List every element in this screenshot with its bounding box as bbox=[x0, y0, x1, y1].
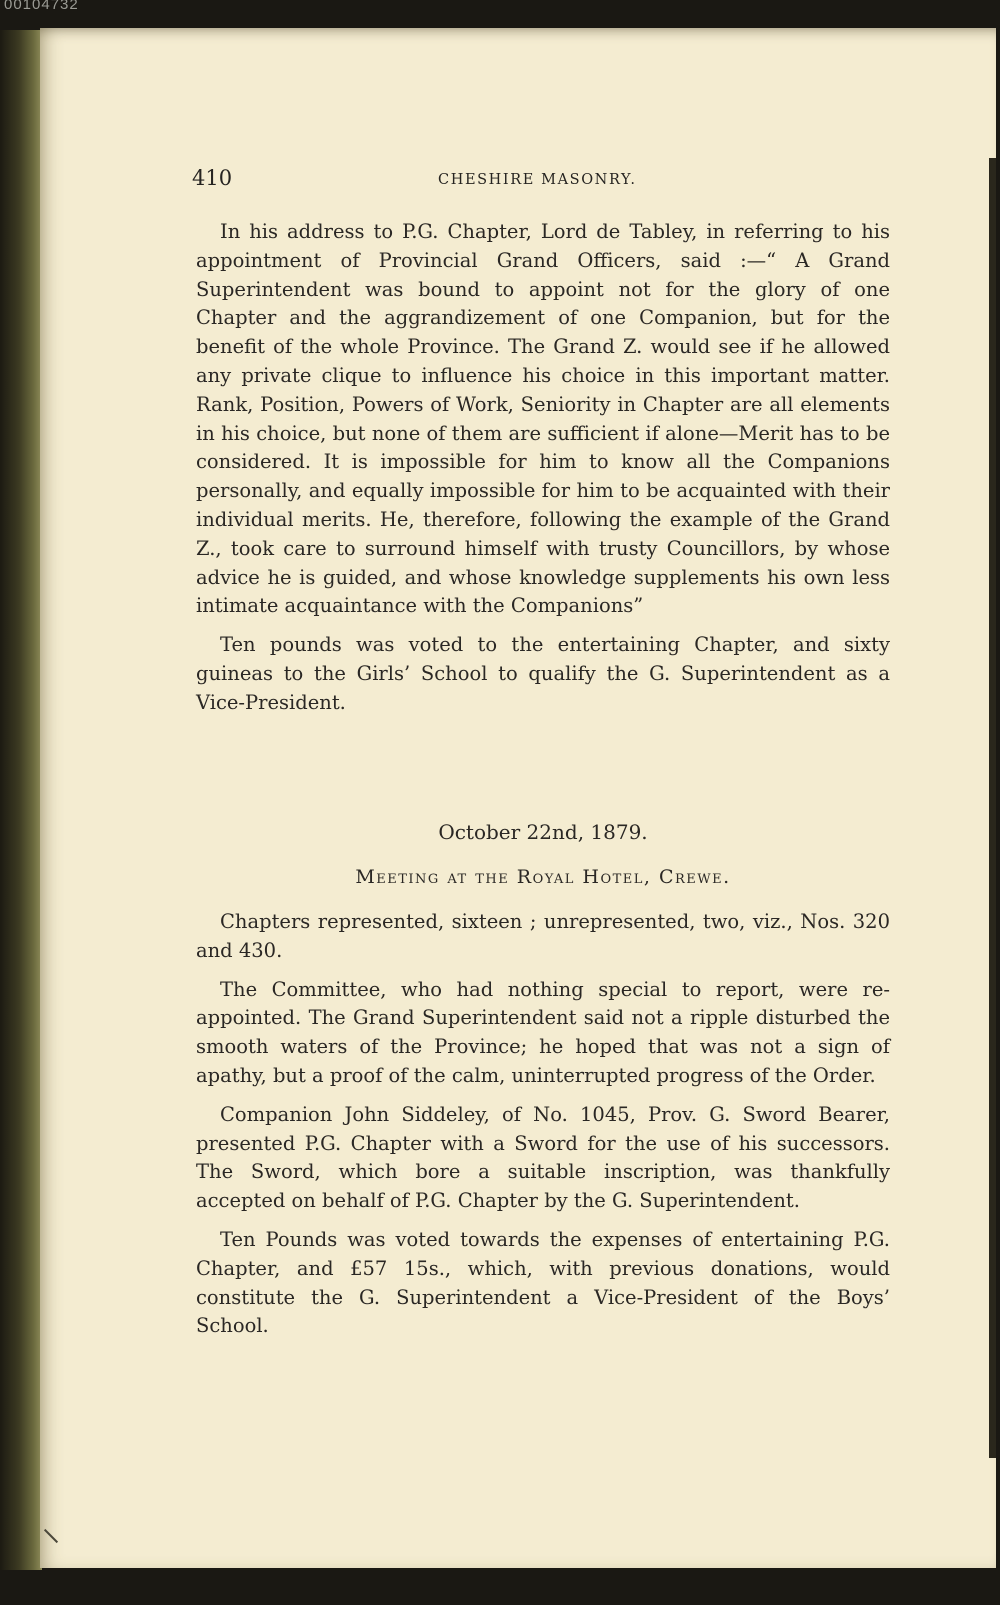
meeting-title-heading: Meeting at the Royal Hotel, Crewe. bbox=[355, 866, 731, 888]
text-block-second bbox=[196, 908, 890, 1341]
text-block-first bbox=[196, 218, 890, 718]
book-spine-edge bbox=[0, 30, 42, 1570]
paragraph: Companion John Siddeley, of No. 1045, Prov. G. Sword Bearer, presented P.G. Chapter with a Sword for the use of his successors. The Sword, which bore a suitable inscription, was thankfully accepted on behalf of P.G. Chapter by the G. Superintendent. bbox=[196, 1102, 890, 1213]
meeting-date-heading: October 22nd, 1879. bbox=[438, 820, 648, 844]
page-right-edge bbox=[989, 158, 996, 1458]
paragraph: Ten pounds was voted to the entertaining Chapter, and sixty guineas to the Girls’ School to qualify the G. Superintendent as a Vice-President. bbox=[196, 633, 890, 714]
paragraph: The Committee, who had nothing special to report, were re-appointed. The Grand Superintendent said not a ripple disturbed the smooth waters of the Province; he hoped that was not a sign of apathy, but a proof of the calm, uninterrupted progress of the Order. bbox=[196, 977, 890, 1087]
page-number: 410 bbox=[192, 166, 233, 190]
paragraph: In his address to P.G. Chapter, Lord de Tabley, in referring to his appointment of Provincial Grand Officers, said :—“ A Grand Superintendent was bound to appoint not for the glory of one Chapter and the aggrandizement of one Companion, but for the benefit of the whole Province. The Grand Z. would see if he allowed any private clique to influence his choice in this important matter. Rank, Position, Powers of Work, Seniority in Chapter are all elements in his choice, but none of them are sufficient if alone—Merit has to be considered. It is impossible for him to know all the Companions personally, and equally impossible for him to be acquainted with their individual merits. He, therefore, following the example of the Grand Z., took care to surround himself with trusty Councillors, by whose advice he is guided, and whose knowledge supplements his own less intimate acquaintance with the Companions” bbox=[196, 220, 890, 618]
scan-label: 00104732 bbox=[4, 0, 79, 13]
paragraph: Ten Pounds was voted towards the expenses of entertaining P.G. Chapter, and £57 15s., which, with previous donations, would constitute the G. Superintendent a Vice-President of the Boys’ School. bbox=[196, 1227, 890, 1338]
paragraph: Chapters represented, sixteen ; unrepresented, two, viz., Nos. 320 and 430. bbox=[196, 910, 890, 962]
running-header bbox=[192, 166, 892, 196]
book-title: CHESHIRE MASONRY. bbox=[438, 172, 637, 188]
